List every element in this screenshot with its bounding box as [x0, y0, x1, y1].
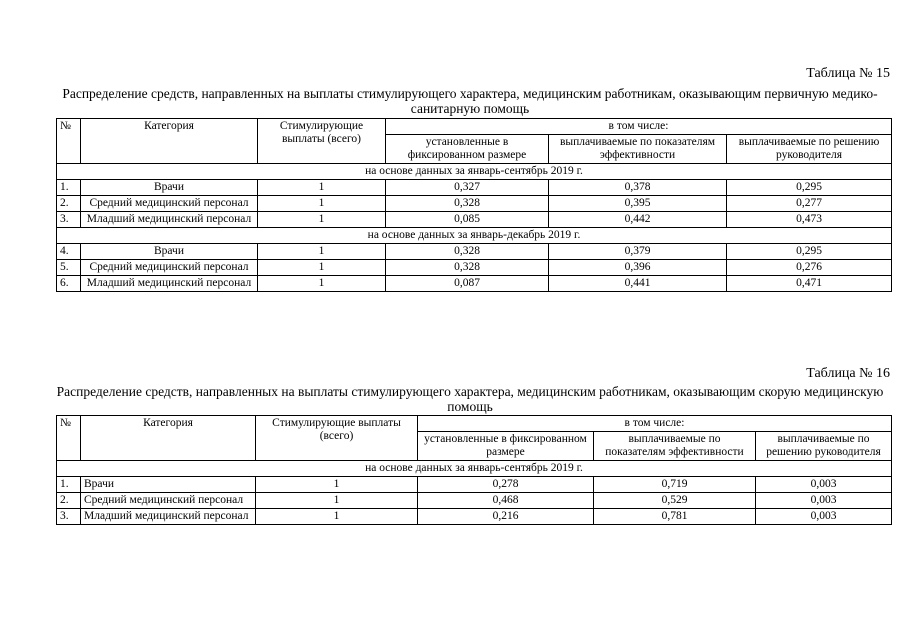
row-number: 5.	[57, 260, 81, 276]
table-15-heading: Распределение средств, направленных на выплаты стимулирующего характера, медицинским работникам, оказывающим первичную медико-санитарную помощь	[62, 86, 878, 116]
row-total: 1	[258, 260, 386, 276]
row-number: 4.	[57, 244, 81, 260]
row-total: 1	[258, 244, 386, 260]
header-efficiency: выплачиваемые по показателям эффективности	[594, 432, 756, 461]
row-efficiency: 0,442	[549, 212, 727, 228]
table-row	[57, 180, 892, 196]
table-row	[57, 196, 892, 212]
row-efficiency: 0,379	[549, 244, 727, 260]
row-total: 1	[258, 212, 386, 228]
row-category: Средний медицинский персонал	[81, 493, 256, 509]
row-efficiency: 0,529	[594, 493, 756, 509]
row-decision: 0,295	[727, 244, 892, 260]
header-fixed: установленные в фиксированном размере	[386, 135, 549, 164]
header-including: в том числе:	[418, 416, 892, 432]
section-title: на основе данных за январь-сентябрь 2019 г.	[57, 164, 892, 180]
table-15-body	[57, 164, 892, 292]
row-decision: 0,471	[727, 276, 892, 292]
row-category: Младший медицинский персонал	[81, 212, 258, 228]
table-15-caption: Таблица № 15	[806, 66, 890, 81]
row-category: Средний медицинский персонал	[81, 260, 258, 276]
row-category: Врачи	[81, 180, 258, 196]
row-number: 2.	[57, 493, 81, 509]
row-decision: 0,003	[756, 477, 892, 493]
header-decision: выплачиваемые по решению руководителя	[756, 432, 892, 461]
row-efficiency: 0,441	[549, 276, 727, 292]
table-16-body	[57, 461, 892, 525]
row-fixed: 0,328	[386, 244, 549, 260]
row-efficiency: 0,781	[594, 509, 756, 525]
row-number: 3.	[57, 212, 81, 228]
row-fixed: 0,216	[418, 509, 594, 525]
row-total: 1	[258, 276, 386, 292]
row-efficiency: 0,719	[594, 477, 756, 493]
table-row	[57, 276, 892, 292]
section-row	[57, 228, 892, 244]
row-decision: 0,003	[756, 493, 892, 509]
header-total: Стимулирующие выплаты (всего)	[258, 119, 386, 164]
row-decision: 0,295	[727, 180, 892, 196]
row-efficiency: 0,396	[549, 260, 727, 276]
header-efficiency: выплачиваемые по показателям эффективности	[549, 135, 727, 164]
table-row	[57, 260, 892, 276]
row-total: 1	[256, 509, 418, 525]
section-title: на основе данных за январь-сентябрь 2019 г.	[57, 461, 892, 477]
row-category: Младший медицинский персонал	[81, 276, 258, 292]
section-title: на основе данных за январь-декабрь 2019 г.	[57, 228, 892, 244]
row-decision: 0,276	[727, 260, 892, 276]
row-fixed: 0,327	[386, 180, 549, 196]
table-row	[57, 509, 892, 525]
row-efficiency: 0,378	[549, 180, 727, 196]
header-category: Категория	[81, 416, 256, 461]
header-num: №	[57, 416, 81, 461]
row-number: 6.	[57, 276, 81, 292]
row-fixed: 0,085	[386, 212, 549, 228]
row-fixed: 0,278	[418, 477, 594, 493]
section-row	[57, 164, 892, 180]
row-number: 3.	[57, 509, 81, 525]
row-total: 1	[258, 180, 386, 196]
row-efficiency: 0,395	[549, 196, 727, 212]
row-fixed: 0,087	[386, 276, 549, 292]
table-16-caption: Таблица № 16	[806, 366, 890, 381]
row-category: Средний медицинский персонал	[81, 196, 258, 212]
table-16	[56, 415, 892, 525]
header-including: в том числе:	[386, 119, 892, 135]
row-category: Младший медицинский персонал	[81, 509, 256, 525]
row-fixed: 0,328	[386, 196, 549, 212]
header-fixed: установленные в фиксированном размере	[418, 432, 594, 461]
row-fixed: 0,468	[418, 493, 594, 509]
header-num: №	[57, 119, 81, 164]
table-15	[56, 118, 892, 292]
table-row	[57, 212, 892, 228]
row-category: Врачи	[81, 244, 258, 260]
table-row	[57, 493, 892, 509]
section-row	[57, 461, 892, 477]
row-number: 2.	[57, 196, 81, 212]
row-number: 1.	[57, 477, 81, 493]
row-decision: 0,473	[727, 212, 892, 228]
header-total: Стимулирующие выплаты (всего)	[256, 416, 418, 461]
row-total: 1	[256, 477, 418, 493]
table-row	[57, 477, 892, 493]
row-total: 1	[258, 196, 386, 212]
row-number: 1.	[57, 180, 81, 196]
header-category: Категория	[81, 119, 258, 164]
row-fixed: 0,328	[386, 260, 549, 276]
row-decision: 0,277	[727, 196, 892, 212]
row-category: Врачи	[81, 477, 256, 493]
row-decision: 0,003	[756, 509, 892, 525]
row-total: 1	[256, 493, 418, 509]
header-decision: выплачиваемые по решению руководителя	[727, 135, 892, 164]
table-row	[57, 244, 892, 260]
table-16-heading: Распределение средств, направленных на выплаты стимулирующего характера, медицинским работникам, оказывающим скорую медицинскую помощь	[56, 384, 884, 414]
